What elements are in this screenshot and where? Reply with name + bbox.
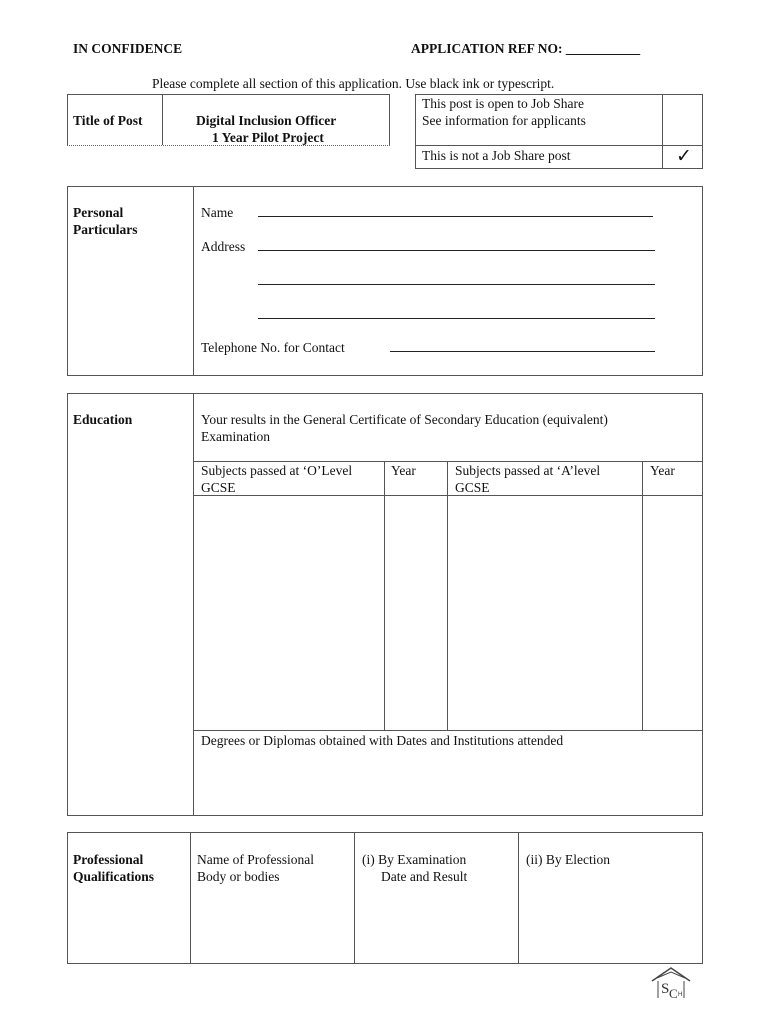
personal-label-line2: Particulars xyxy=(73,222,138,237)
education-intro-line1: Your results in the General Certificate of Secondary Education (equivalent) xyxy=(201,412,608,427)
instructions-text: Please complete all section of this application. Use black ink or typescript. xyxy=(152,76,555,91)
professional-body-header-line1: Name of Professional xyxy=(197,852,314,867)
address-field-line2[interactable] xyxy=(258,284,655,285)
professional-body-field[interactable] xyxy=(191,890,353,963)
house-logo-icon xyxy=(648,965,694,1001)
o-level-year-header: Year xyxy=(391,463,416,478)
professional-body-header-line2: Body or bodies xyxy=(197,869,280,884)
svg-text:H: H xyxy=(678,992,683,998)
confidential-label: IN CONFIDENCE xyxy=(73,41,183,56)
professional-label-line1: Professional xyxy=(73,852,144,867)
name-field[interactable] xyxy=(258,216,653,217)
a-level-header-line1: Subjects passed at ‘A’level xyxy=(455,463,601,478)
organisation-logo xyxy=(648,965,694,1001)
by-election-header: (ii) By Election xyxy=(526,852,610,867)
address-field-line3[interactable] xyxy=(258,318,655,319)
education-label: Education xyxy=(73,412,133,427)
address-field-line1[interactable] xyxy=(258,250,655,251)
personal-particulars-section xyxy=(67,186,703,376)
o-level-subjects-field[interactable] xyxy=(194,496,383,729)
a-level-year-header: Year xyxy=(650,463,675,478)
telephone-field[interactable] xyxy=(390,351,655,352)
by-examination-header-line1: (i) By Examination xyxy=(362,852,467,867)
address-label: Address xyxy=(201,239,246,254)
degrees-field[interactable] xyxy=(194,752,702,815)
job-share-open-line2: See information for applicants xyxy=(422,113,586,128)
telephone-label: Telephone No. for Contact xyxy=(201,340,345,355)
o-level-header-line2: GCSE xyxy=(201,480,236,495)
post-box-top xyxy=(67,94,390,95)
education-intro-line2: Examination xyxy=(201,429,270,444)
checkmark-icon: ✓ xyxy=(676,145,692,167)
by-election-field[interactable] xyxy=(519,890,702,963)
name-label: Name xyxy=(201,205,234,220)
professional-label-line2: Qualifications xyxy=(73,869,155,884)
a-level-year-field[interactable] xyxy=(643,496,702,729)
degrees-label: Degrees or Diplomas obtained with Dates and Institutions attended xyxy=(201,733,564,748)
by-examination-field[interactable] xyxy=(355,890,517,963)
svg-text:C: C xyxy=(669,986,678,1001)
o-level-year-field[interactable] xyxy=(385,496,446,729)
svg-text:S: S xyxy=(661,981,670,997)
a-level-header-line2: GCSE xyxy=(455,480,490,495)
by-examination-header-line2: Date and Result xyxy=(381,869,468,884)
title-of-post-label: Title of Post xyxy=(73,113,143,128)
post-title-line2: 1 Year Pilot Project xyxy=(212,130,324,145)
a-level-subjects-field[interactable] xyxy=(448,496,641,729)
application-ref-label: APPLICATION REF NO: ___________ xyxy=(411,41,641,56)
post-title-line1: Digital Inclusion Officer xyxy=(196,113,337,128)
job-share-not-label: This is not a Job Share post xyxy=(422,148,571,163)
o-level-header-line1: Subjects passed at ‘O’Level xyxy=(201,463,353,478)
job-share-open-line1: This post is open to Job Share xyxy=(422,96,584,111)
personal-label-line1: Personal xyxy=(73,205,124,220)
